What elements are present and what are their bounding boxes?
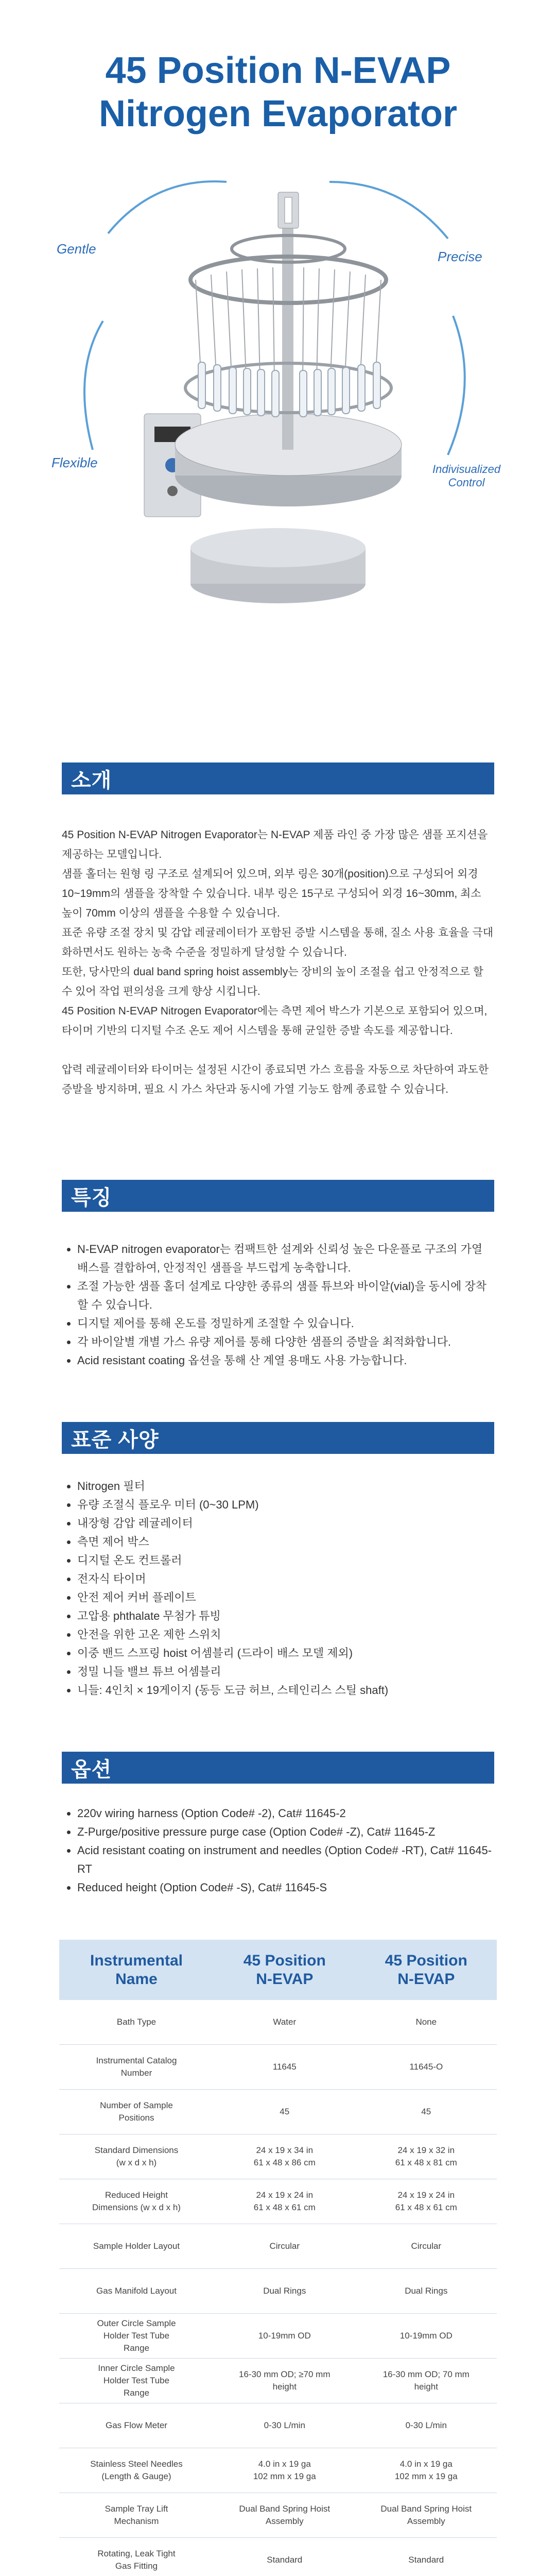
intro-paragraph-1: 45 Position N-EVAP Nitrogen Evaporator는 N-EVAP 제품 라인 중 가장 많은 샘플 포지션을 제공하는 모델입니다. 샘플 홀더는 원형 링 구조로 설계되어 있으며, 외부 링은 30개(position)으로 구성되어 외경 10~19mm의 샘플을 장착할 수 있습니다. 내부 링은 15구로 구성되어 외경 16~30mm, 최소 높이 70mm 이상의 샘플을 수용할 수 있습니다. 표준 유량 조절 장치 및 감압 레귤레이터가 포함된 증발 시스템을 통해, 질소 사용 효율을 극대화하면서도 원하는 농축 수준을 정밀하게 달성할 수 있습니다. 또한, 당사만의 dual band spring hoist assembly는 장비의 높이 조절을 쉽고 안정적으로 할 수 있어 작업 편의성을 크게 향상 시킵니다. 45 Position N-EVAP Nitrogen Evaporator에는 측면 제어 박스가 기본으로 포함되어 있으며, 타이머 기반의 디지털 수조 온도 제어 시스템을 통해 균일한 증발 속도를 제공합니다. [62, 829, 494, 1037]
header-model-dry: 45 Position N-EVAP [356, 1940, 497, 2000]
table-row-label: Gas Manifold Layout [59, 2269, 214, 2314]
spec-table [59, 1940, 497, 2576]
options-heading: 옵션 [71, 1758, 112, 1781]
features-heading: 특징 [71, 1186, 112, 1209]
intro-text [62, 825, 494, 1099]
table-cell: 4.0 in x 19 ga 102 mm x 19 ga [214, 2448, 356, 2493]
list-item: • 안전을 위한 고온 제한 스위치 [77, 1625, 494, 1644]
table-cell: 10-19mm OD [214, 2314, 356, 2359]
table-cell: 4.0 in x 19 ga 102 mm x 19 ga [356, 2448, 497, 2493]
table-row [59, 2179, 497, 2224]
intro-heading: 소개 [71, 769, 112, 792]
intro-section [0, 762, 556, 1119]
standard-list [62, 1477, 494, 1700]
table-cell: 24 x 19 x 34 in 61 x 48 x 86 cm [214, 2134, 356, 2179]
table-row [59, 2090, 497, 2134]
callout-flexible: Flexible [51, 455, 98, 470]
features-banner [62, 1180, 494, 1212]
features-list [62, 1240, 494, 1370]
table-cell: 11645-O [356, 2045, 497, 2090]
table-cell: 24 x 19 x 32 in 61 x 48 x 81 cm [356, 2134, 497, 2179]
spec-table-section [0, 1940, 556, 2576]
list-item: • 측면 제어 박스 [77, 1533, 494, 1551]
intro-paragraph-2: 압력 레귤레이터와 타이머는 설정된 시간이 종료되면 가스 흐름을 자동으로 차단하여 과도한 증발을 방지하며, 필요 시 가스 차단과 동시에 가열 기능도 함께 종료할 수 있습니다. [62, 1064, 489, 1095]
list-item: • Nitrogen 필터 [77, 1477, 494, 1496]
table-cell: Circular [214, 2224, 356, 2269]
intro-banner [62, 762, 494, 794]
table-cell: 45 [214, 2090, 356, 2134]
table-cell: Circular [356, 2224, 497, 2269]
list-item: • Reduced height (Option Code# -S), Cat# 11645-S [77, 1878, 494, 1897]
table-cell: Dual Rings [214, 2269, 356, 2314]
table-row-label: Sample Holder Layout [59, 2224, 214, 2269]
product-hero [0, 146, 556, 640]
table-cell: Standard [356, 2538, 497, 2576]
table-row [59, 2269, 497, 2314]
table-row [59, 2134, 497, 2179]
table-row-label: Reduced Height Dimensions (w x d x h) [59, 2179, 214, 2224]
table-cell: 0-30 L/min [356, 2403, 497, 2448]
callout-individualized: Indivisualized Control [432, 463, 501, 489]
table-row [59, 2403, 497, 2448]
table-header-row [59, 1940, 497, 2000]
list-item: • 이중 밴드 스프링 hoist 어셈블리 (드라이 배스 모델 제외) [77, 1644, 494, 1663]
table-row [59, 2448, 497, 2493]
table-row-label: Bath Type [59, 2000, 214, 2045]
table-row [59, 2314, 497, 2359]
standard-banner [62, 1422, 494, 1454]
standard-section [0, 1422, 556, 1700]
table-row [59, 2045, 497, 2090]
table-row [59, 2538, 497, 2576]
callout-gentle: Gentle [57, 241, 96, 257]
title-line-1: 45 Position N-EVAP [105, 50, 451, 91]
table-cell: 0-30 L/min [214, 2403, 356, 2448]
table-cell: Dual Band Spring Hoist Assembly [214, 2493, 356, 2538]
product-illustration [0, 146, 556, 640]
table-row-label: Rotating, Leak Tight Gas Fitting [59, 2538, 214, 2576]
table-row-label: Instrumental Catalog Number [59, 2045, 214, 2090]
table-cell: 16-30 mm OD; 70 mm height [356, 2359, 497, 2403]
list-item: • 디지털 제어를 통해 온도를 정밀하게 조절할 수 있습니다. [77, 1314, 494, 1333]
list-item: • 니들: 4인치 × 19게이지 (동등 도금 허브, 스테인리스 스틸 shaft) [77, 1681, 494, 1700]
table-row [59, 2493, 497, 2538]
list-item: • 내장형 감압 레귤레이터 [77, 1514, 494, 1533]
table-row-label: Number of Sample Positions [59, 2090, 214, 2134]
list-item: • 전자식 타이머 [77, 1570, 494, 1588]
list-item: • Z-Purge/positive pressure purge case (Option Code# -Z), Cat# 11645-Z [77, 1823, 494, 1841]
list-item: • 조절 가능한 샘플 홀더 설계로 다양한 종류의 샘플 튜브와 바이알(vial)을 동시에 장착할 수 있습니다. [77, 1277, 494, 1314]
table-cell: Standard [214, 2538, 356, 2576]
table-cell: 11645 [214, 2045, 356, 2090]
options-banner [62, 1752, 494, 1784]
list-item: • 안전 제어 커버 플레이트 [77, 1588, 494, 1607]
table-cell: 16-30 mm OD; ≥70 mm height [214, 2359, 356, 2403]
standard-heading: 표준 사양 [71, 1428, 159, 1451]
list-item: • 정밀 니들 밸브 튜브 어셈블리 [77, 1663, 494, 1681]
table-cell: 24 x 19 x 24 in 61 x 48 x 61 cm [356, 2179, 497, 2224]
table-cell: 10-19mm OD [356, 2314, 497, 2359]
list-item: • 고압용 phthalate 무첨가 튜빙 [77, 1607, 494, 1625]
header-instrument-name: Instrumental Name [59, 1940, 214, 2000]
table-row-label: Outer Circle Sample Holder Test Tube Range [59, 2314, 214, 2359]
list-item: • 유량 조절식 플로우 미터 (0~30 LPM) [77, 1496, 494, 1514]
title-line-2: Nitrogen Evaporator [98, 93, 458, 134]
table-row-label: Sample Tray Lift Mechanism [59, 2493, 214, 2538]
table-cell: Water [214, 2000, 356, 2045]
table-row [59, 2000, 497, 2045]
list-item: • 디지털 온도 컨트롤러 [77, 1551, 494, 1570]
list-item: • N-EVAP nitrogen evaporator는 컴팩트한 설계와 신뢰성 높은 다운플로 구조의 가열 배스를 결합하여, 안정적인 샘플을 부드럽게 농축합니다. [77, 1240, 494, 1277]
table-row [59, 2224, 497, 2269]
callout-precise: Precise [438, 249, 482, 264]
list-item: • Acid resistant coating on instrument and needles (Option Code# -RT), Cat# 11645-RT [77, 1841, 494, 1878]
options-section [0, 1752, 556, 1897]
table-row-label: Standard Dimensions (w x d x h) [59, 2134, 214, 2179]
list-item: • 220v wiring harness (Option Code# -2), Cat# 11645-2 [77, 1804, 494, 1823]
table-cell: None [356, 2000, 497, 2045]
page-title [0, 0, 556, 135]
table-cell: Dual Band Spring Hoist Assembly [356, 2493, 497, 2538]
list-item: • Acid resistant coating 옵션을 통해 산 계열 용매도 사용 가능합니다. [77, 1351, 494, 1370]
header-model-water: 45 Position N-EVAP [214, 1940, 356, 2000]
features-section [0, 1180, 556, 1370]
table-row-label: Inner Circle Sample Holder Test Tube Range [59, 2359, 214, 2403]
options-list [62, 1804, 494, 1897]
table-row-label: Stainless Steel Needles (Length & Gauge) [59, 2448, 214, 2493]
table-cell: 24 x 19 x 24 in 61 x 48 x 61 cm [214, 2179, 356, 2224]
table-row [59, 2359, 497, 2403]
list-item: • 각 바이알별 개별 가스 유량 제어를 통해 다양한 샘플의 증발을 최적화합니다. [77, 1333, 494, 1351]
table-cell: 45 [356, 2090, 497, 2134]
table-cell: Dual Rings [356, 2269, 497, 2314]
table-row-label: Gas Flow Meter [59, 2403, 214, 2448]
